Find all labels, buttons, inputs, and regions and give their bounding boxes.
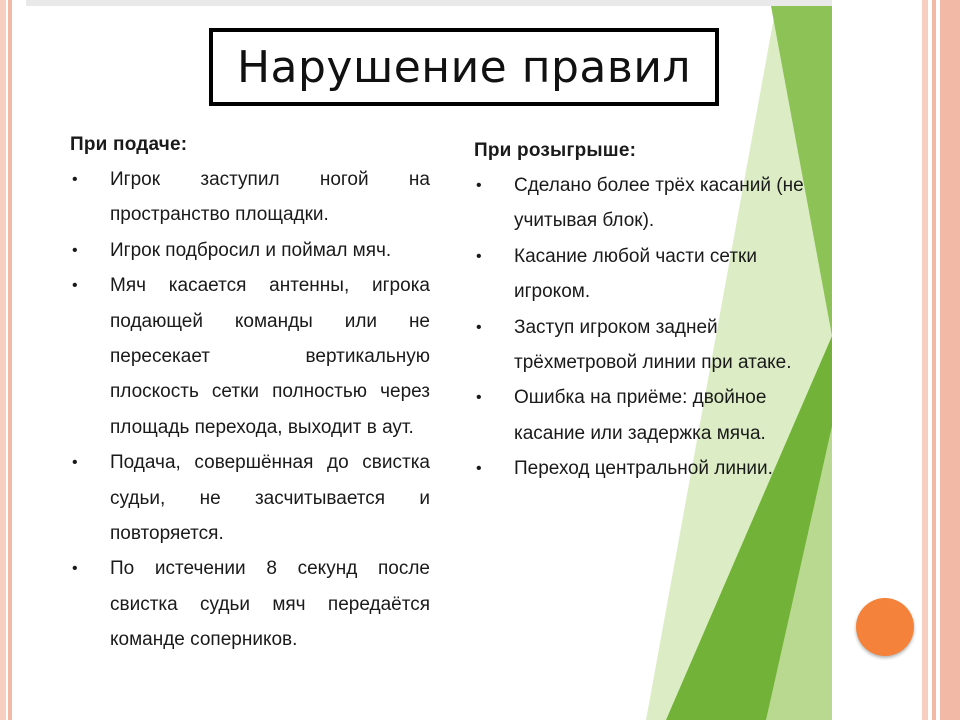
rally-heading: При розыгрыше: bbox=[474, 140, 637, 161]
slide-canvas bbox=[26, 6, 832, 720]
list-item: • Игрок подбросил и поймал мяч. bbox=[70, 233, 430, 268]
list-item: • Заступ игроком задней трёхметровой линии при атаке. bbox=[474, 310, 826, 381]
rally-list bbox=[474, 168, 826, 487]
right-stripe-3 bbox=[940, 0, 960, 720]
list-item: • Переход центральной линии. bbox=[474, 451, 826, 486]
bullet-icon: • bbox=[72, 560, 78, 578]
list-item: • Мяч касается антенны, игрока подающей команды или не пересекает вертикальную плоскость сетки полностью через площадь перехода, выходит в аут. bbox=[70, 268, 430, 445]
page-title: Нарушение правил bbox=[236, 41, 692, 93]
orange-circle-icon bbox=[856, 598, 914, 656]
list-item: • По истечении 8 секунд после свистка судьи мяч передаётся команде соперников. bbox=[70, 551, 430, 657]
bullet-icon: • bbox=[476, 389, 482, 407]
list-item: • Подача, совершённая до свистка судьи, не засчитывается и повторяется. bbox=[70, 445, 430, 551]
list-item: • Касание любой части сетки игроком. bbox=[474, 239, 826, 310]
right-stripe-1 bbox=[922, 0, 928, 720]
rally-violations-column bbox=[474, 140, 826, 487]
bullet-icon: • bbox=[72, 277, 78, 295]
bullet-icon: • bbox=[72, 241, 78, 259]
serve-list bbox=[70, 162, 430, 658]
bullet-icon: • bbox=[72, 454, 78, 472]
list-item: • Игрок заступил ногой на пространство площадки. bbox=[70, 162, 430, 233]
bullet-icon: • bbox=[72, 171, 78, 188]
list-item: • Ошибка на приёме: двойное касание или задержка мяча. bbox=[474, 380, 826, 451]
left-stripe-2 bbox=[8, 0, 12, 720]
bullet-icon: • bbox=[476, 318, 482, 336]
serve-heading: При подаче: bbox=[70, 134, 188, 155]
bullet-icon: • bbox=[476, 247, 482, 265]
left-stripe-1 bbox=[0, 0, 6, 720]
serve-violations-column bbox=[70, 134, 430, 658]
bullet-icon: • bbox=[476, 177, 482, 194]
title-box bbox=[209, 28, 719, 106]
right-stripe-2 bbox=[932, 0, 936, 720]
bullet-icon: • bbox=[476, 460, 482, 478]
list-item: • Сделано более трёх касаний (не учитывая блок). bbox=[474, 168, 826, 239]
